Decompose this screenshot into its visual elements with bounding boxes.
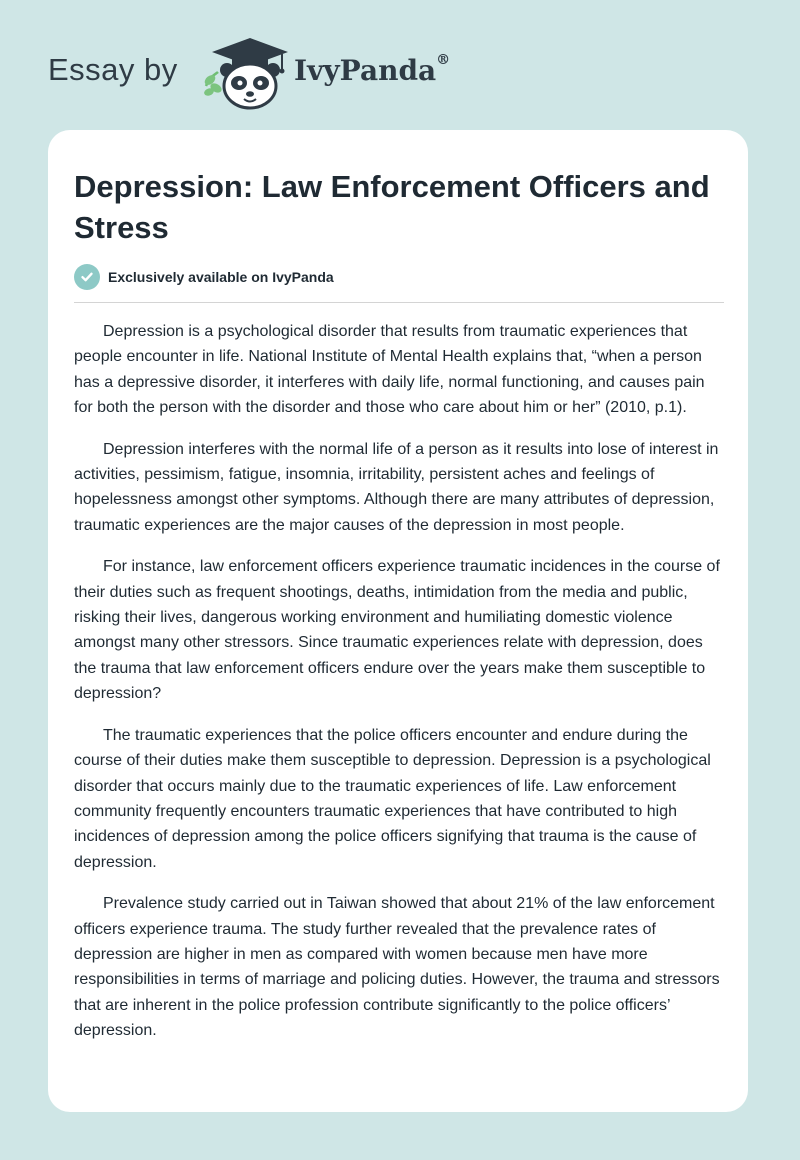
brand-prefix: Essay by xyxy=(48,52,178,87)
paragraph: Depression interferes with the normal life of a person as it results into lose of interest in activities, pessimism, fatigue, insomnia, irritability, persistent aches and feelings of hopelessness amongst other symptoms. Although there are many attributes of depression, traumatic experiences are the major causes of the depression in most people. xyxy=(74,440,719,534)
check-circle-icon xyxy=(74,264,100,290)
panda-graduate-icon xyxy=(200,36,292,110)
paragraph: Prevalence study carried out in Taiwan showed that about 21% of the law enforcement officers experience trauma. The study further revealed that the prevalence rates of depression are higher in men as compared with women because men have more responsibilities in terms of marriage and policing duties. However, the trauma and stressors that are inherent in the police profession contribute significantly to the police officers’ depression. xyxy=(74,895,720,1040)
brand-name: IvyPanda® xyxy=(294,52,451,87)
divider xyxy=(74,302,724,303)
paragraph: Depression is a psychological disorder that results from traumatic experiences that people encounter in life. National Institute of Mental Health explains that, “when a person has a depressive disorder, it interferes with daily life, normal functioning, and causes pain for both the person with the disorder and those who care about him or her” (2010, p.1). xyxy=(74,323,705,417)
essay-body xyxy=(74,319,724,1060)
badge-text: Exclusively available on IvyPanda xyxy=(108,269,334,285)
essay-card xyxy=(48,130,748,1112)
exclusive-badge xyxy=(74,264,334,290)
paragraph: For instance, law enforcement officers experience traumatic incidences in the course of their duties such as frequent shootings, deaths, intimidation from the media and public, risking their lives, dangerous working environment and humiliating domestic violence amongst many other stressors. Since traumatic experiences relate with depression, does the trauma that law enforcement officers endure over the years make them susceptible to depression? xyxy=(74,558,720,703)
essay-title: Depression: Law Enforcement Officers and Stress xyxy=(74,169,710,245)
paragraph: The traumatic experiences that the police officers encounter and endure during the course of their duties make them susceptible to depression. Depression is a psychological disorder that occurs mainly due to the traumatic experiences of life. Law enforcement community frequently encounters traumatic experiences that have contributed to high incidences of depression among the police officers signifying that trauma is the cause of depression. xyxy=(74,726,711,871)
registered-mark: ® xyxy=(436,52,451,68)
brand-header[interactable] xyxy=(48,36,468,110)
